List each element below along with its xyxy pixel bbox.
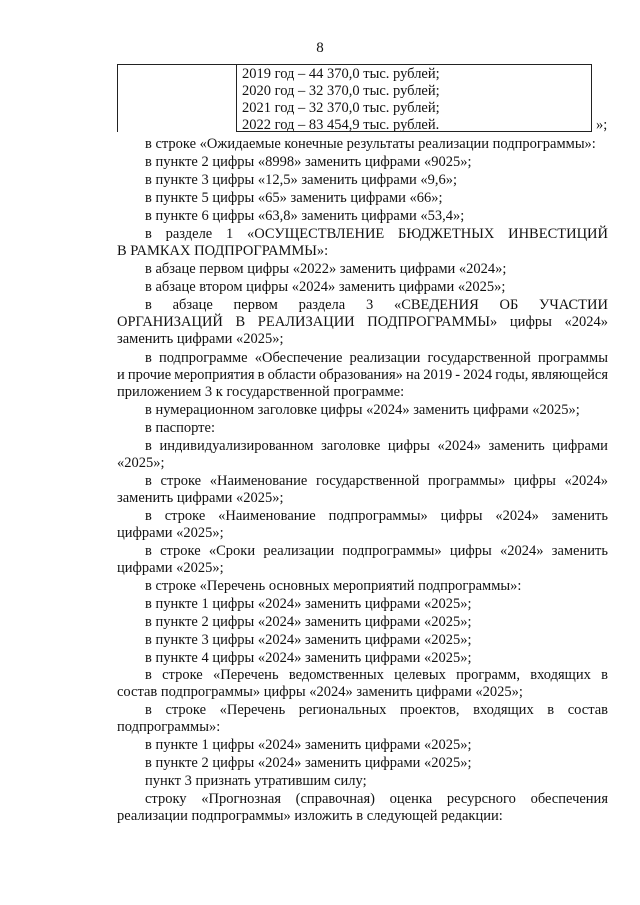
word: «Сроки — [208, 543, 256, 559]
table-row: 2020 год – 32 370,0 тыс. рублей; — [242, 83, 440, 99]
word: области — [267, 367, 317, 383]
text-line — [145, 350, 608, 367]
word: в — [145, 297, 152, 313]
text-line: в пункте 2 цифры «2024» заменить цифрами «2025»; — [145, 755, 472, 771]
text-line — [145, 473, 608, 490]
word: подпрограмме — [158, 350, 248, 366]
word: входящих — [530, 667, 591, 683]
word: «Перечень — [219, 702, 286, 718]
word: (справочная) — [295, 791, 375, 807]
word: заменить — [551, 543, 608, 559]
word: - — [455, 367, 461, 383]
word: первом — [233, 297, 278, 313]
text-line — [145, 667, 608, 684]
word: подпрограммы» — [342, 543, 442, 559]
word: РЕАЛИЗАЦИИ — [257, 314, 355, 330]
text-line: цифрами «2025»; — [117, 525, 224, 541]
word: «2024» — [500, 543, 544, 559]
word: в — [145, 226, 152, 242]
word: «2024» — [564, 473, 608, 489]
word: государственной — [316, 473, 420, 489]
word: в — [145, 667, 152, 683]
word: В — [235, 314, 246, 330]
text-line — [117, 314, 608, 331]
table-row: 2021 год – 32 370,0 тыс. рублей; — [242, 100, 440, 116]
table-closing-quote: »; — [596, 117, 608, 133]
word: 3 — [365, 297, 374, 313]
word: в — [547, 702, 555, 718]
word: заменить — [551, 508, 608, 524]
text-line: В РАМКАХ ПОДПРОГРАММЫ»: — [117, 243, 329, 259]
word: в — [145, 508, 152, 524]
word: строке — [164, 508, 206, 524]
word: «СВЕДЕНИЯ — [393, 297, 479, 313]
word: УЧАСТИИ — [539, 297, 608, 313]
word: региональных — [298, 702, 387, 718]
word: в — [145, 543, 152, 559]
word: ОБ — [499, 297, 519, 313]
word: ПОДПРОГРАММЫ» — [367, 314, 498, 330]
word: в — [145, 702, 152, 718]
text-line: в абзаце первом цифры «2022» заменить цифрами «2024»; — [145, 261, 507, 277]
word: годы, — [495, 367, 529, 383]
word: мероприятия — [174, 367, 255, 383]
word: и — [117, 367, 125, 383]
word: 1 — [226, 226, 234, 242]
word: разделе — [165, 226, 213, 242]
text-line: заменить цифрами «2025»; — [117, 490, 284, 506]
word: строку — [145, 791, 187, 807]
word: строке — [160, 473, 202, 489]
text-line: в пункте 6 цифры «63,8» заменить цифрами «53,4»; — [145, 208, 465, 224]
word: «2024» — [495, 508, 539, 524]
word: строке — [160, 543, 201, 559]
word: на — [405, 367, 421, 383]
word: ведомственных — [288, 667, 384, 683]
text-line: пункт 3 признать утратившим силу; — [145, 773, 367, 789]
word: цифры — [509, 314, 552, 330]
word: программы» — [428, 473, 506, 489]
word: в — [145, 438, 152, 454]
word: 2019 — [423, 367, 453, 383]
text-line: в пункте 2 цифры «8998» заменить цифрами «9025»; — [145, 154, 472, 170]
word: цифры — [387, 438, 430, 454]
word: цифры — [449, 543, 492, 559]
text-line: в строке «Перечень основных мероприятий подпрограммы»: — [145, 578, 522, 594]
word: прочие — [127, 367, 172, 383]
word: индивидуализированном — [159, 438, 314, 454]
word: раздела — [298, 297, 346, 313]
text-line: подпрограммы»: — [117, 719, 221, 735]
word: в — [145, 473, 152, 489]
text-line — [145, 791, 608, 808]
word: 2024 — [463, 367, 493, 383]
text-line: в пункте 2 цифры «2024» заменить цифрами «2025»; — [145, 614, 472, 630]
word: реализации — [263, 543, 335, 559]
text-line: реализации подпрограммы» изложить в следующей редакции: — [117, 808, 503, 824]
word: цифры — [513, 473, 556, 489]
word: ресурсного — [446, 791, 516, 807]
text-line — [145, 438, 608, 455]
text-line: состав подпрограммы» цифры «2024» заменить цифрами «2025»; — [117, 684, 523, 700]
text-line: в абзаце втором цифры «2024» заменить цифрами «2025»; — [145, 279, 506, 295]
word: являющейся — [531, 367, 608, 383]
word: «Перечень — [212, 667, 279, 683]
word: «2024» — [437, 438, 481, 454]
word: обеспечения — [530, 791, 608, 807]
word: «Прогнозная — [201, 791, 281, 807]
table-cell — [242, 66, 440, 134]
word: «ОСУЩЕСТВЛЕНИЕ — [247, 226, 385, 242]
text-line: в паспорте: — [145, 420, 215, 436]
word: «Обеспечение — [254, 350, 343, 366]
text-line: в пункте 4 цифры «2024» заменить цифрами «2025»; — [145, 650, 472, 666]
text-line: в пункте 3 цифры «2024» заменить цифрами «2025»; — [145, 632, 472, 648]
word: цифрами — [552, 438, 608, 454]
word: оценка — [389, 791, 433, 807]
table-row: 2019 год – 44 370,0 тыс. рублей; — [242, 66, 440, 82]
word: государственной — [427, 350, 531, 366]
text-line: в пункте 5 цифры «65» заменить цифрами «66»; — [145, 190, 443, 206]
word: состав — [567, 702, 608, 718]
text-line — [117, 367, 608, 384]
word: программ, — [456, 667, 520, 683]
word: БЮДЖЕТНЫХ — [398, 226, 495, 242]
word: заменить — [488, 438, 545, 454]
word: в — [145, 350, 152, 366]
word: ИНВЕСТИЦИЙ — [508, 226, 608, 242]
word: программы — [537, 350, 608, 366]
word: в — [601, 667, 608, 683]
text-line — [145, 297, 608, 314]
text-line: в строке «Ожидаемые конечные результаты реализации подпрограммы»: — [145, 136, 596, 152]
word: ОРГАНИЗАЦИЙ — [117, 314, 223, 330]
text-line — [145, 508, 608, 525]
word: «Наименование — [218, 508, 316, 524]
word: в — [257, 367, 265, 383]
word: образования» — [319, 367, 403, 383]
funding-table-fragment — [117, 64, 592, 132]
text-line: в нумерационном заголовке цифры «2024» заменить цифрами «2025»; — [145, 402, 580, 418]
word: подпрограммы» — [328, 508, 428, 524]
word: строке — [162, 667, 203, 683]
word: заголовке — [321, 438, 381, 454]
word: проектов, — [399, 702, 460, 718]
word: «Наименование — [209, 473, 308, 489]
table-bottom-border — [236, 131, 592, 132]
table-row: 2022 год – 83 454,9 тыс. рублей. — [242, 117, 440, 133]
text-line — [145, 226, 608, 243]
text-line — [145, 543, 608, 560]
page-number: 8 — [316, 40, 324, 56]
word: абзаце — [172, 297, 213, 313]
text-line: цифрами «2025»; — [117, 560, 224, 576]
table-column-divider — [236, 65, 237, 132]
word: реализации — [349, 350, 421, 366]
word: целевых — [394, 667, 446, 683]
text-line: «2025»; — [117, 455, 165, 471]
text-line: в пункте 3 цифры «12,5» заменить цифрами «9,6»; — [145, 172, 458, 188]
word: строке — [165, 702, 207, 718]
text-line: в пункте 1 цифры «2024» заменить цифрами «2025»; — [145, 737, 472, 753]
word: цифры — [440, 508, 483, 524]
text-line: в пункте 1 цифры «2024» заменить цифрами «2025»; — [145, 596, 472, 612]
text-line: приложением 3 к государственной программе: — [117, 384, 405, 400]
word: «2024» — [564, 314, 608, 330]
text-line — [145, 702, 608, 719]
word: входящих — [473, 702, 534, 718]
text-line: заменить цифрами «2025»; — [117, 331, 284, 347]
